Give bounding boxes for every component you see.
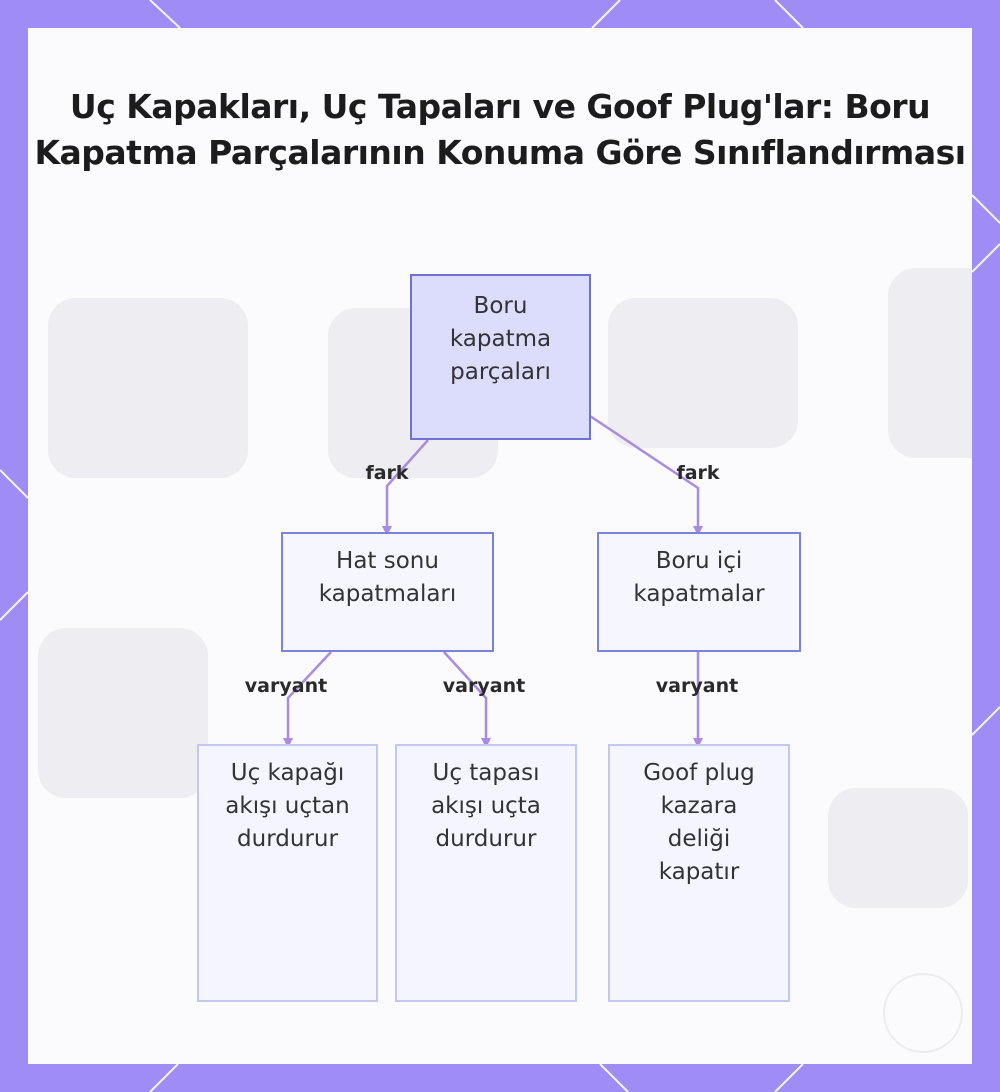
- node-line-end-label: Hat sonu kapatmaları: [318, 548, 457, 607]
- node-root: [410, 274, 591, 440]
- connector-line-end-end-cap: [288, 652, 331, 743]
- node-end-cap: [197, 744, 378, 1002]
- connector-line-end-end-plug: [444, 652, 486, 743]
- node-line-end: [281, 532, 494, 652]
- node-in-pipe: [597, 532, 801, 652]
- connector-root-line-end: [387, 440, 428, 531]
- node-goof-plug: [608, 744, 790, 1002]
- edge-label-varyant: varyant: [244, 675, 328, 697]
- edge-label-fark: fark: [365, 462, 409, 484]
- edge-label-varyant: varyant: [442, 675, 526, 697]
- node-end-plug: [395, 744, 577, 1002]
- node-root-label: Boru kapatma parçaları: [449, 293, 552, 385]
- edge-label-varyant: varyant: [655, 675, 739, 697]
- node-end-cap-label: Uç kapağı akışı uçtan durdurur: [225, 760, 350, 852]
- node-goof-plug-label: Goof plug kazara deliği kapatır: [643, 760, 755, 885]
- diagram-title: Uç Kapakları, Uç Tapaları ve Goof Plug'lar: Boru Kapatma Parçalarının Konuma Göre Sınıflandırması: [34, 87, 966, 172]
- node-end-plug-label: Uç tapası akışı uçta durdurur: [431, 760, 541, 852]
- edge-label-fark: fark: [676, 462, 720, 484]
- node-in-pipe-label: Boru içi kapatmalar: [633, 548, 765, 607]
